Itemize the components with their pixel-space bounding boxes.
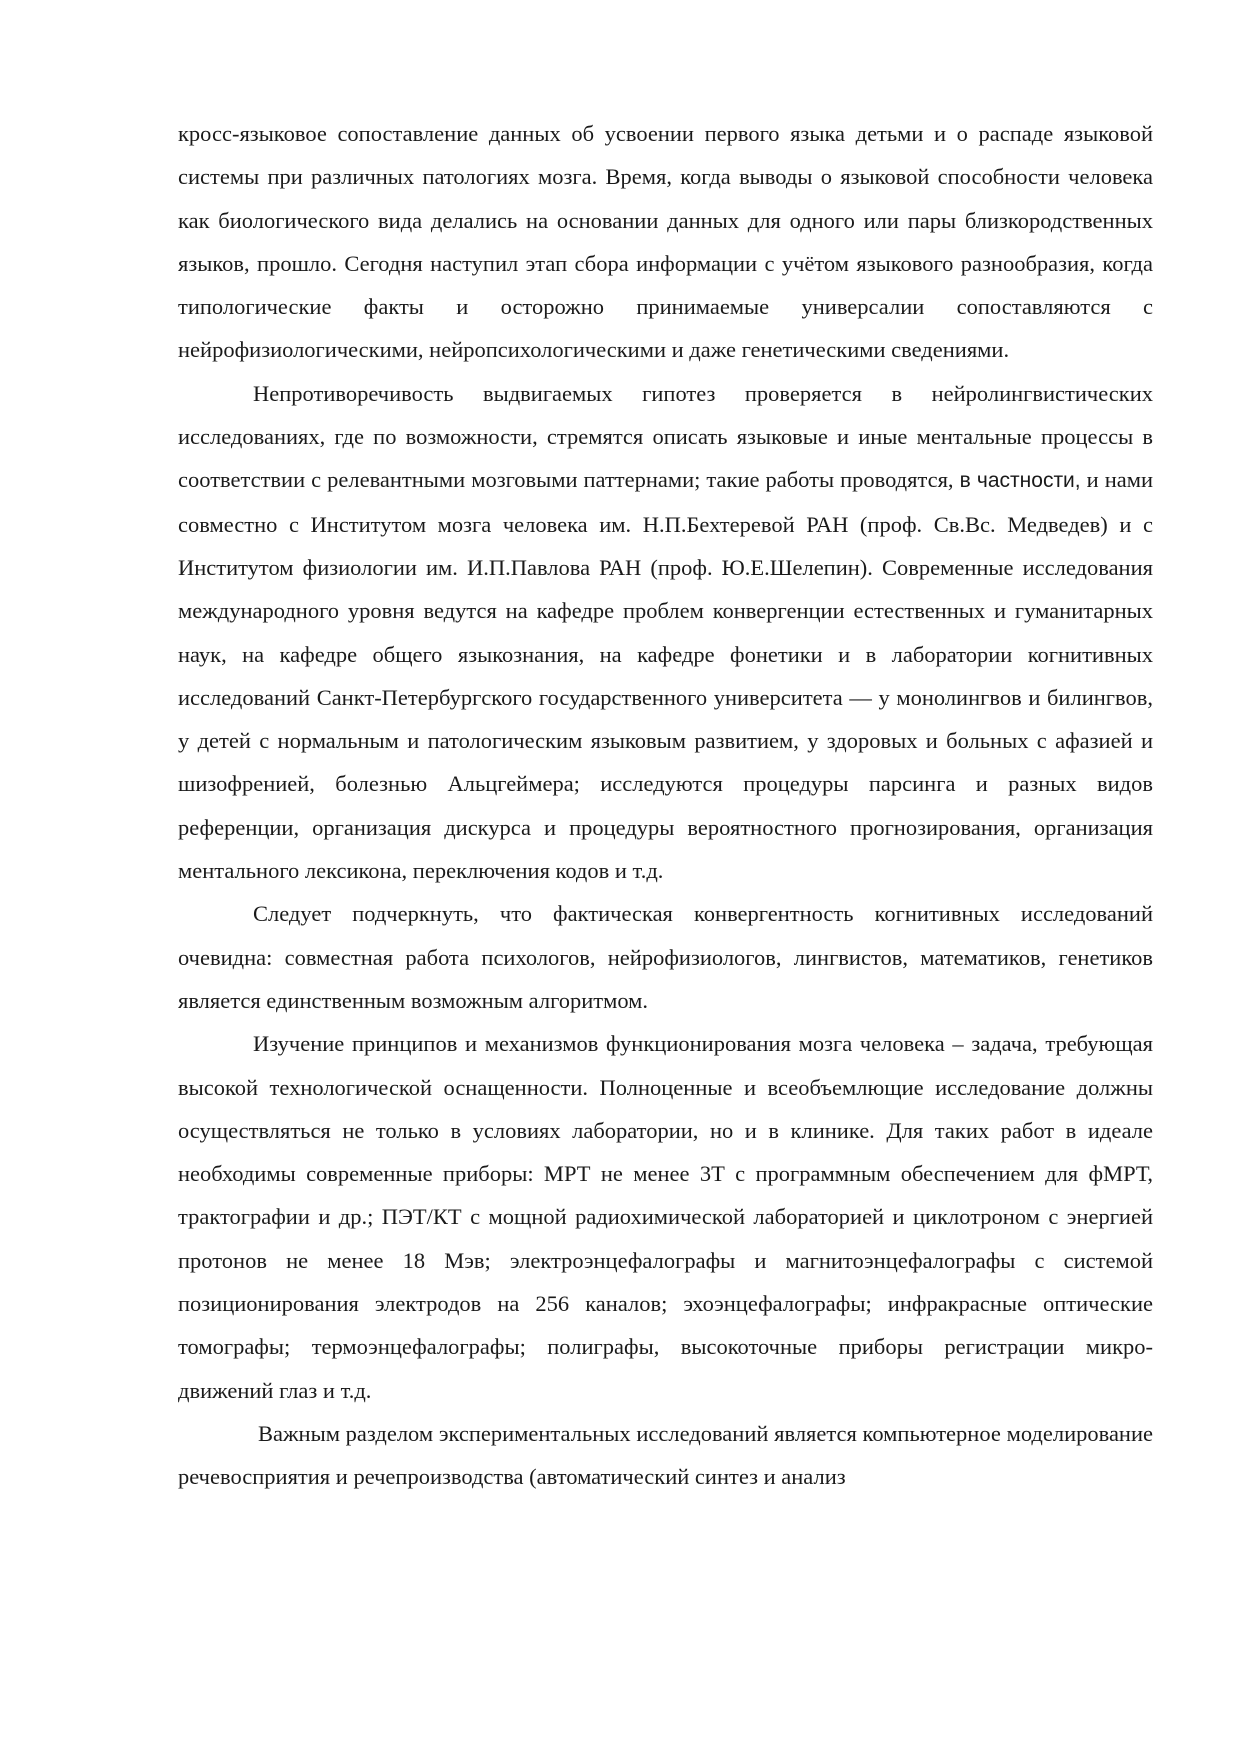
paragraph-2-part-1: Непротиворечивость выдвигаемых гипотез проверяется в нейролингвистических исследованиях, где по возможности, стремятся описать языковые и иные ментальные процессы в соответствии с релевантными мозговыми паттернами; такие работы проводятся, xyxy=(178,380,1153,493)
paragraph-1: кросс-языковое сопоставление данных об усвоении первого языка детьми и о распаде языковой системы при различных патологиях мозга. Время, когда выводы о языковой способности человека как биологического вида делались на основании данных для одного или пары близкородственных языков, прошло. Сегодня наступил этап сбора информации с учётом языкового разнообразия, когда типологические факты и осторожно принимаемые универсалии сопоставляются с нейрофизиологическими, нейропсихологическими и даже генетическими сведениями. xyxy=(178,121,1153,363)
paragraph-3: Следует подчеркнуть, что фактическая конвергентность когнитивных исследований очевидна: совместная работа психологов, нейрофизиологов, лингвистов, математиков, генетиков является единственным возможным алгоритмом. xyxy=(178,901,1153,1013)
paragraph-2 xyxy=(178,372,1153,893)
body-text xyxy=(178,112,1153,1499)
paragraph-5: Важным разделом экспериментальных исследований является компьютерное моделирование речевосприятия и речепроизводства (автоматический синтез и анализ xyxy=(178,1420,1153,1490)
paragraph-2-sans-insert: в частности, xyxy=(959,469,1081,493)
paragraph-4: Изучение принципов и механизмов функционирования мозга человека – задача, требующая высокой технологической оснащенности. Полноценные и всеобъемлющие исследование должны осуществляться не только в условиях лаборатории, но и в клинике. Для таких работ в идеале необходимы современные приборы: МРТ не менее 3Т с программным обеспечением для фМРТ, трактографии и др.; ПЭТ/КТ с мощной радиохимической лабораторией и циклотроном с энергией протонов не менее 18 Мэв; электроэнцефалографы и магнитоэнцефалографы с системой позиционирования электродов на 256 каналов; эхоэнцефалографы; инфракрасные оптические томографы; термоэнцефалографы; полиграфы, высокоточные приборы регистрации микро-движений глаз и т.д. xyxy=(178,1031,1153,1403)
paragraph-2-part-2: и нами совместно с Институтом мозга человека им. Н.П.Бехтеревой РАН (проф. Св.Вс. Медведев) и с Институтом физиологии им. И.П.Павлова РАН (проф. Ю.Е.Шелепин). Современные исследования международного уровня ведутся на кафедре проблем конвергенции естественных и гуманитарных наук, на кафедре общего языкознания, на кафедре фонетики и в лаборатории когнитивных исследований Санкт-Петербургского государственного университета — у монолингвов и билингвов, у детей с нормальным и патологическим языковым развитием, у здоровых и больных с афазией и шизофренией, болезнью Альцгеймера; исследуются процедуры парсинга и разных видов референции, организация дискурса и процедуры вероятностного прогнозирования, организация ментального лексикона, переключения кодов и т.д. xyxy=(178,467,1154,884)
